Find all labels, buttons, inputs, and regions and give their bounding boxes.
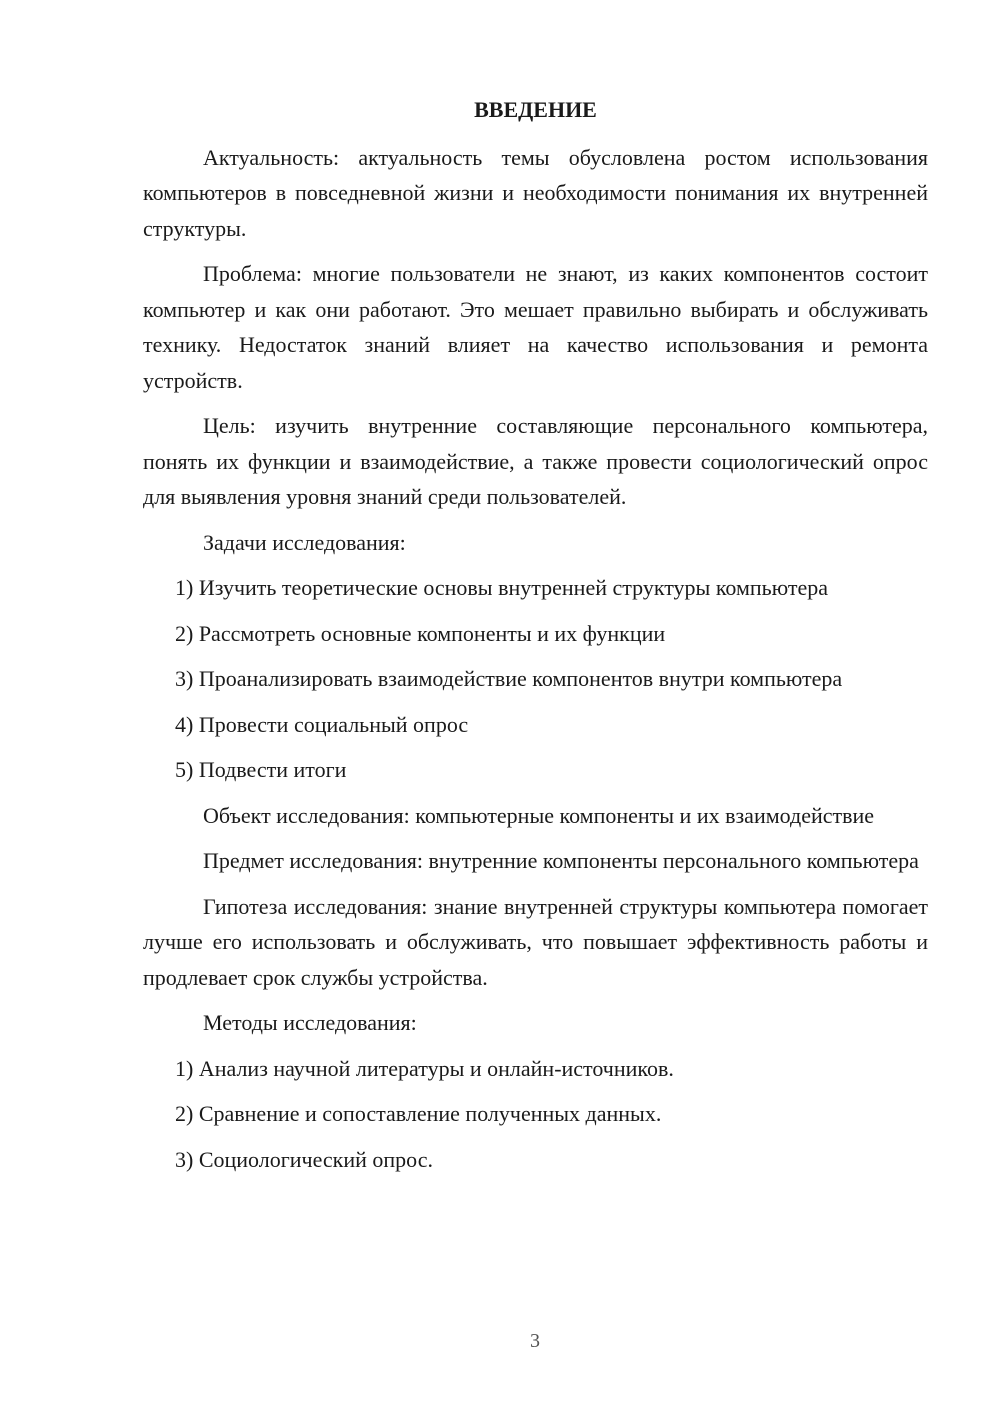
goal-paragraph: Цель: изучить внутренние составляющие персонального компьютера, понять их функции и взаимодействие, а также провести социологический опрос для выявления уровня знаний среди пользователей. <box>143 413 928 509</box>
method-item: 3) Социологический опрос. <box>175 1146 433 1172</box>
subject-paragraph: Предмет исследования: внутренние компоненты персонального компьютера <box>203 848 919 873</box>
page-title: ВВЕДЕНИЕ <box>474 97 597 122</box>
tasks-heading: Задачи исследования: <box>203 529 406 555</box>
task-item: 2) Рассмотреть основные компоненты и их функции <box>175 620 666 646</box>
method-item: 2) Сравнение и сопоставление полученных данных. <box>175 1101 662 1126</box>
relevance-paragraph: Актуальность: актуальность темы обусловлена ростом использования компьютеров в повседневной жизни и необходимости понимания их внутренней структуры. <box>143 144 928 241</box>
task-item: 1) Изучить теоретические основы внутренней структуры компьютера <box>175 575 829 600</box>
method-item: 1) Анализ научной литературы и онлайн-источников. <box>175 1055 674 1081</box>
problem-paragraph: Проблема: многие пользователи не знают, из каких компонентов состоит компьютер и как они работают. Это мешает правильно выбирать и обслуживать технику. Недостаток знаний влияет на качество использования и ремонта устройств. <box>143 261 928 393</box>
task-item: 3) Проанализировать взаимодействие компонентов внутри компьютера <box>175 666 843 691</box>
task-item: 5) Подвести итоги <box>175 757 347 782</box>
page-number: 3 <box>530 1330 540 1352</box>
document-page <box>143 92 928 1187</box>
task-item: 4) Провести социальный опрос <box>175 711 469 737</box>
object-paragraph: Объект исследования: компьютерные компоненты и их взаимодействие <box>203 802 875 828</box>
hypothesis-paragraph: Гипотеза исследования: знание внутренней структуры компьютера помогает лучше его использовать и обслуживать, что повышает эффективность работы и продлевает срок службы устройства. <box>143 893 928 990</box>
methods-heading: Методы исследования: <box>203 1010 417 1035</box>
